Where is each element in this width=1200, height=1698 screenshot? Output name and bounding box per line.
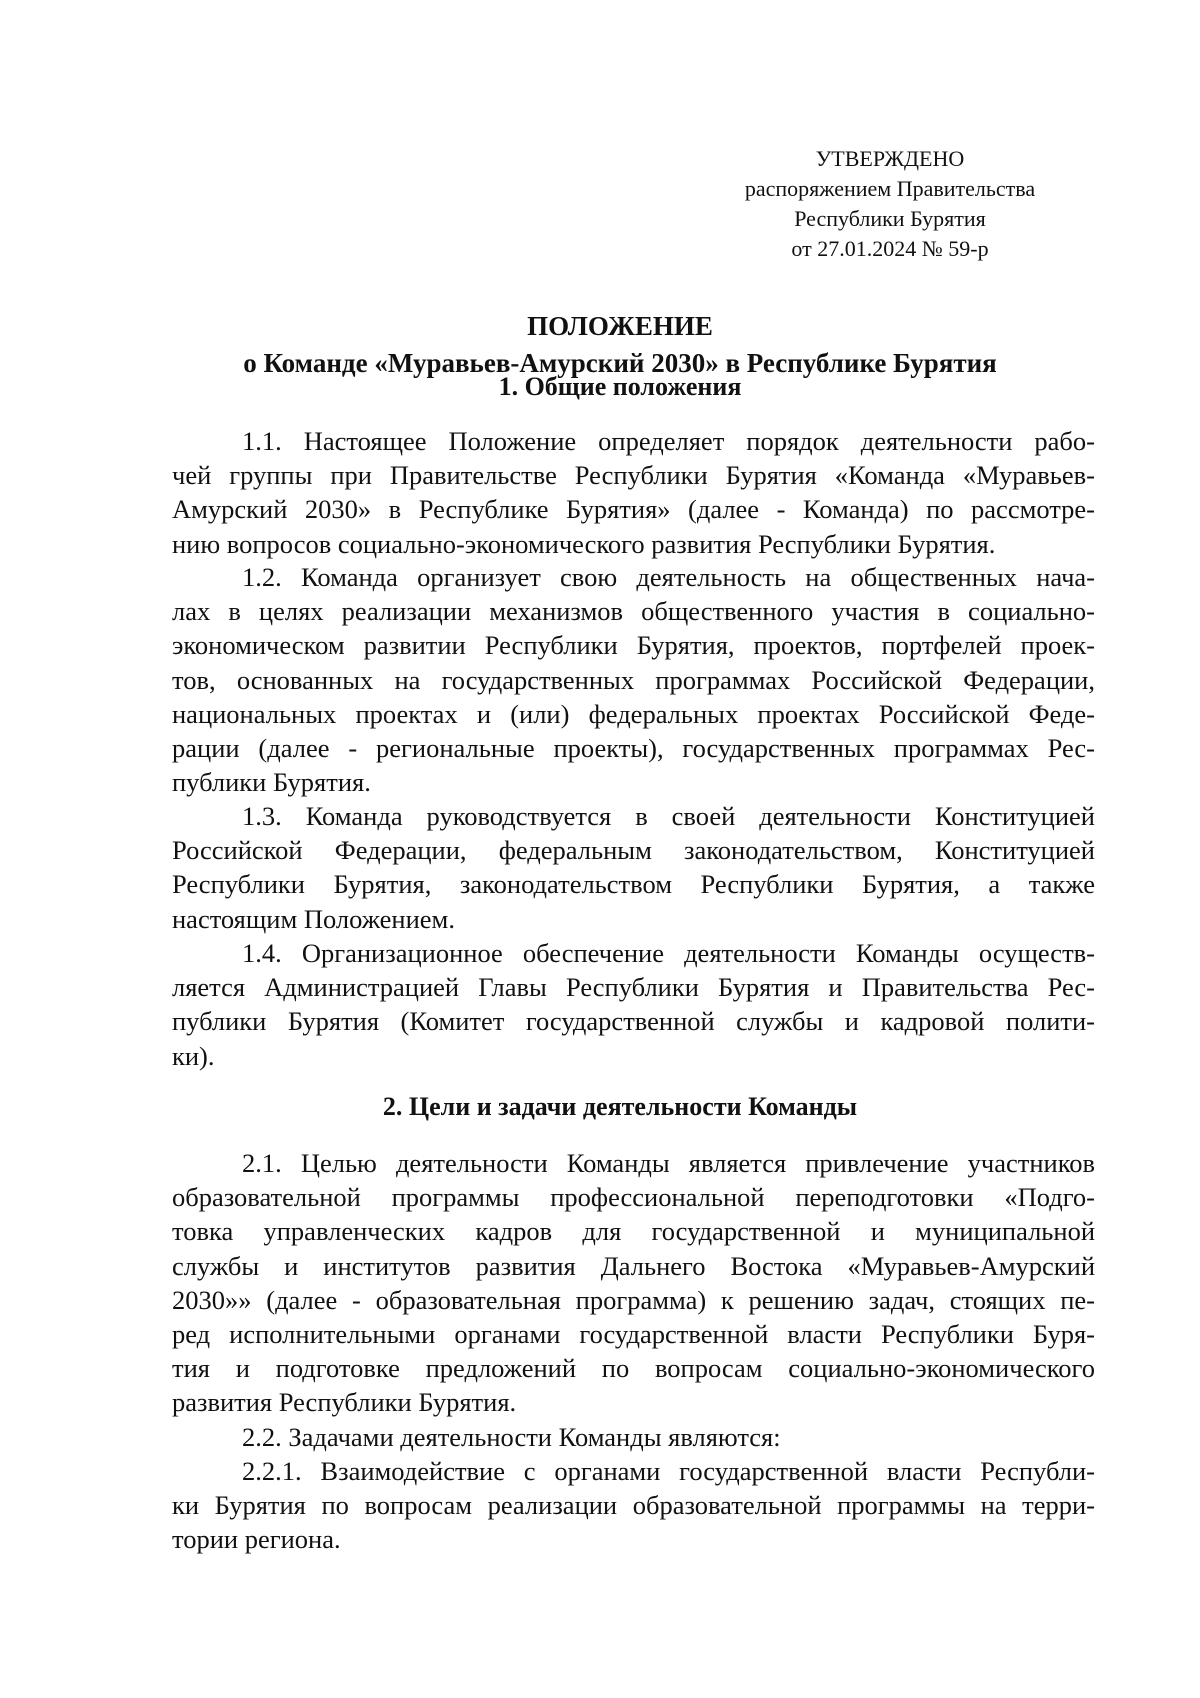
paragraph-2-1 bbox=[172, 1146, 1095, 1420]
text-line: публики Бурятия. bbox=[172, 767, 371, 798]
section-heading-2: 2. Цели и задачи деятельности Команды bbox=[382, 1092, 858, 1121]
text-line: Российской Федерации, федеральным законодательством, Конституцией bbox=[172, 835, 1095, 866]
approval-line: распоряжением Правительства bbox=[744, 176, 1036, 201]
text-line: настоящим Положением. bbox=[172, 903, 455, 934]
text-line: нию вопросов социально-экономического развития Республики Бурятия. bbox=[172, 528, 996, 559]
text-line: национальных проектах и (или) федеральных проектах Российской Феде- bbox=[172, 698, 1095, 729]
text-line: 1.4. Организационное обеспечение деятельности Команды осуществ- bbox=[242, 938, 1095, 968]
text-line: ред исполнительными органами государственной власти Республики Буря- bbox=[172, 1319, 1095, 1350]
text-line: 1.1. Настоящее Положение определяет порядок деятельности рабо- bbox=[242, 426, 1095, 456]
text-line: ляется Администрацией Главы Республики Бурятия и Правительства Рес- bbox=[172, 972, 1095, 1003]
paragraph-2-2 bbox=[172, 1420, 1095, 1454]
text-line: 2.2.1. Взаимодействие с органами государственной власти Республи- bbox=[242, 1456, 1095, 1486]
text-line: развития Республики Бурятия. bbox=[172, 1387, 517, 1418]
text-line: 2030»» (далее - образовательная программа) к решению задач, стоящих пе- bbox=[172, 1284, 1095, 1315]
approval-line: от 27.01.2024 № 59-р bbox=[791, 236, 989, 261]
text-line: публики Бурятия (Комитет государственной службы и кадровой полити- bbox=[172, 1006, 1095, 1037]
text-line: чей группы при Правительстве Республики Бурятия «Команда «Муравьев- bbox=[172, 460, 1095, 491]
approval-line: Республики Бурятия bbox=[794, 206, 986, 231]
text-line: рации (далее - региональные проекты), государственных программах Рес- bbox=[172, 733, 1095, 764]
paragraph-1-4 bbox=[172, 936, 1095, 1073]
text-line: ки). bbox=[172, 1040, 215, 1071]
text-line: ки Бурятия по вопросам реализации образовательной программы на терри- bbox=[172, 1490, 1095, 1521]
paragraph-1-3 bbox=[172, 799, 1095, 936]
text-line: лах в целях реализации механизмов общественного участия в социально- bbox=[172, 596, 1095, 627]
text-line: Амурский 2030» в Республике Бурятия» (далее - Команда) по рассмотре- bbox=[172, 494, 1095, 525]
section-heading-1: 1. Общие положения bbox=[498, 372, 742, 401]
paragraph-1-2 bbox=[172, 560, 1095, 799]
document-subtitle: о Команде «Муравьев-Амурский 2030» в Республике Бурятия bbox=[243, 348, 997, 378]
text-line: 2.2. Задачами деятельности Команды являются: bbox=[242, 1422, 781, 1452]
approval-line: УТВЕРЖДЕНО bbox=[815, 146, 965, 171]
text-line: образовательной программы профессиональной переподготовки «Подго- bbox=[172, 1182, 1095, 1213]
text-line: 1.3. Команда руководствуется в своей деятельности Конституцией bbox=[242, 801, 1095, 831]
text-line: 2.1. Целью деятельности Команды является привлечение участников bbox=[242, 1148, 1095, 1178]
text-line: тия и подготовке предложений по вопросам социально-экономического bbox=[172, 1353, 1095, 1384]
text-line: тов, основанных на государственных программах Российской Федерации, bbox=[172, 664, 1095, 695]
text-line: товка управленческих кадров для государственной и муниципальной bbox=[172, 1216, 1095, 1247]
text-line: экономическом развитии Республики Бурятия, проектов, портфелей проек- bbox=[172, 630, 1095, 661]
text-line: тории региона. bbox=[172, 1524, 341, 1555]
paragraph-1-1 bbox=[172, 424, 1095, 561]
approval-stamp-block bbox=[700, 144, 1080, 264]
text-line: Республики Бурятия, законодательством Республики Бурятия, а также bbox=[172, 869, 1095, 900]
document-title: ПОЛОЖЕНИЕ bbox=[527, 311, 713, 341]
text-line: службы и институтов развития Дальнего Востока «Муравьев-Амурский bbox=[172, 1250, 1095, 1281]
text-line: 1.2. Команда организует свою деятельность на общественных нача- bbox=[242, 562, 1095, 592]
paragraph-2-2-1 bbox=[172, 1454, 1095, 1557]
